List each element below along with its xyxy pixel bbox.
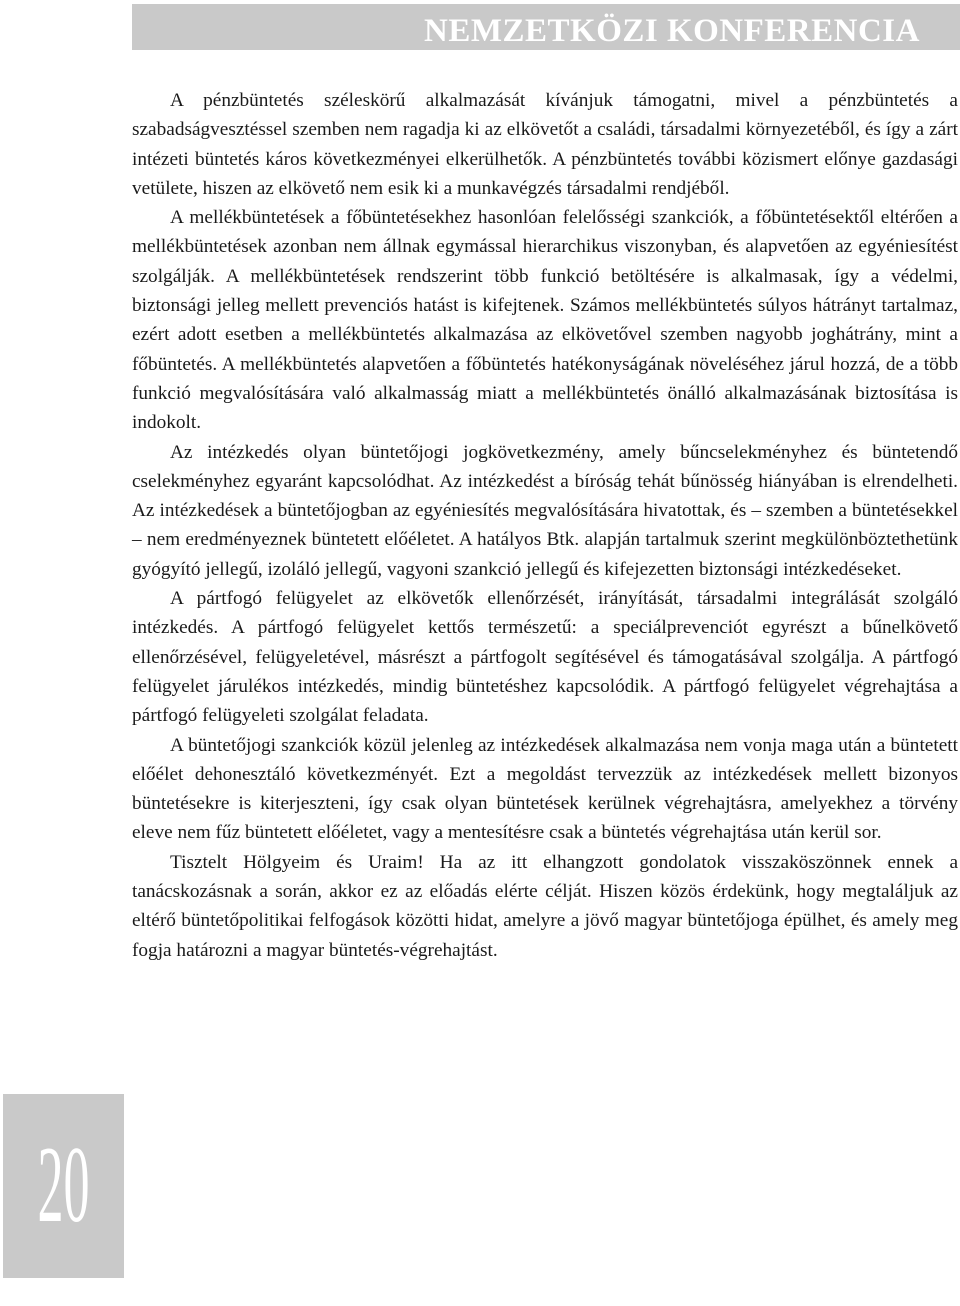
header-band	[132, 4, 960, 50]
page-header-title: NEMZETKÖZI KONFERENCIA	[424, 13, 920, 49]
page-number-box	[3, 1094, 124, 1278]
paragraph-probation: A pártfogó felügyelet az elkövetők ellenőrzését, irányítását, társadalmi integrálását szolgáló intézkedés. A pártfogó felügyelet kettős természetű: a speciálprevenciót egyrészt a bűnelkövető ellenőrzésével, felügyeletével, másrészt a pártfogolt segítésével és támogatásával szolgálja. A pártfogó felügyelet járulékos intézkedés, mindig büntetéshez kapcsolódik. A pártfogó felügyelet végrehajtása a pártfogó felügyeleti szolgálat feladata.	[132, 588, 958, 727]
paragraph-fine: A pénzbüntetés széleskörű alkalmazását kívánjuk támogatni, mivel a pénzbüntetés a szabadságvesztéssel szemben nem ragadja ki az elkövetőt a családi, társadalmi környezetéből, és így a zárt intézeti büntetés káros következményei elkerülhetők. A pénzbüntetés további közismert előnye gazdasági vetülete, hiszen az elkövető nem esik ki a munkavégzés társadalmi rendjéből.	[132, 90, 958, 199]
paragraph-criminal-record: A büntetőjogi szankciók közül jelenleg az intézkedések alkalmazása nem vonja maga után a büntetett előélet dehonesztáló következményét. Ezt a megoldást tervezzük az intézkedések mellett bizonyos büntetésekre is kiterjeszteni, így csak olyan büntetések kerülnek végrehajtásra, amelyekhez a törvény eleve nem fűz büntetett előéletet, vagy a mentesítésre csak a büntetés végrehajtása után kerül sor.	[132, 734, 958, 844]
paragraph-secondary-penalties: A mellékbüntetések a főbüntetésekhez hasonlóan felelősségi szankciók, a főbüntetésektől eltérően a mellékbüntetések azonban nem állnak egymással hierarchikus viszonyban, és alapvetően az egyéniesítést szolgálják. A mellékbüntetések rendszerint több funkció betöltésére is alkalmasak, így a védelmi, biztonsági jelleg mellett prevenciós hatást is kifejtenek. Számos mellékbüntetés súlyos hátrányt tartalmaz, ezért adott esetben a mellékbüntetés alkalmazása az elkövetővel szemben nagyobb joghátrány, mint a főbüntetés. A mellékbüntetés alapvetően a főbüntetés hatékonyságának növeléséhez járul hozzá, de a több funkció megvalósítására való alkalmasság miatt a mellékbüntetés önálló alkalmazásának biztosítása is indokolt.	[132, 207, 958, 434]
paragraph-measures: Az intézkedés olyan büntetőjogi jogkövetkezmény, amely bűncselekményhez és büntetendő cselekményhez egyaránt kapcsolódhat. Az intézkedést a bíróság tehát bűnösség hiányában is elrendelheti. Az intézkedések a büntetőjogban az egyéniesítés megvalósítására hivatottak, és – szemben a büntetésekkel – nem eredményeznek büntetett előéletet. A hatályos Btk. alapján tartalmuk szerint megkülönböztethetünk gyógyító jellegű, izoláló jellegű, vagyoni szankció jellegű és kifejezetten biztonsági intézkedéseket.	[132, 441, 958, 580]
page-number: 20	[37, 1124, 90, 1246]
article-body	[132, 86, 958, 965]
paragraph-closing: Tisztelt Hölgyeim és Uraim! Ha az itt elhangzott gondolatok visszaköszönnek ennek a tanácskozásnak a során, akkor ez az előadás elérte célját. Hiszen közös érdekünk, hogy megtaláljuk az eltérő büntetőpolitikai felfogások közötti hidat, amelyre a jövő magyar büntetőjoga épülhet, és amely meg fogja határozni a magyar büntetés-végrehajtást.	[132, 851, 958, 961]
